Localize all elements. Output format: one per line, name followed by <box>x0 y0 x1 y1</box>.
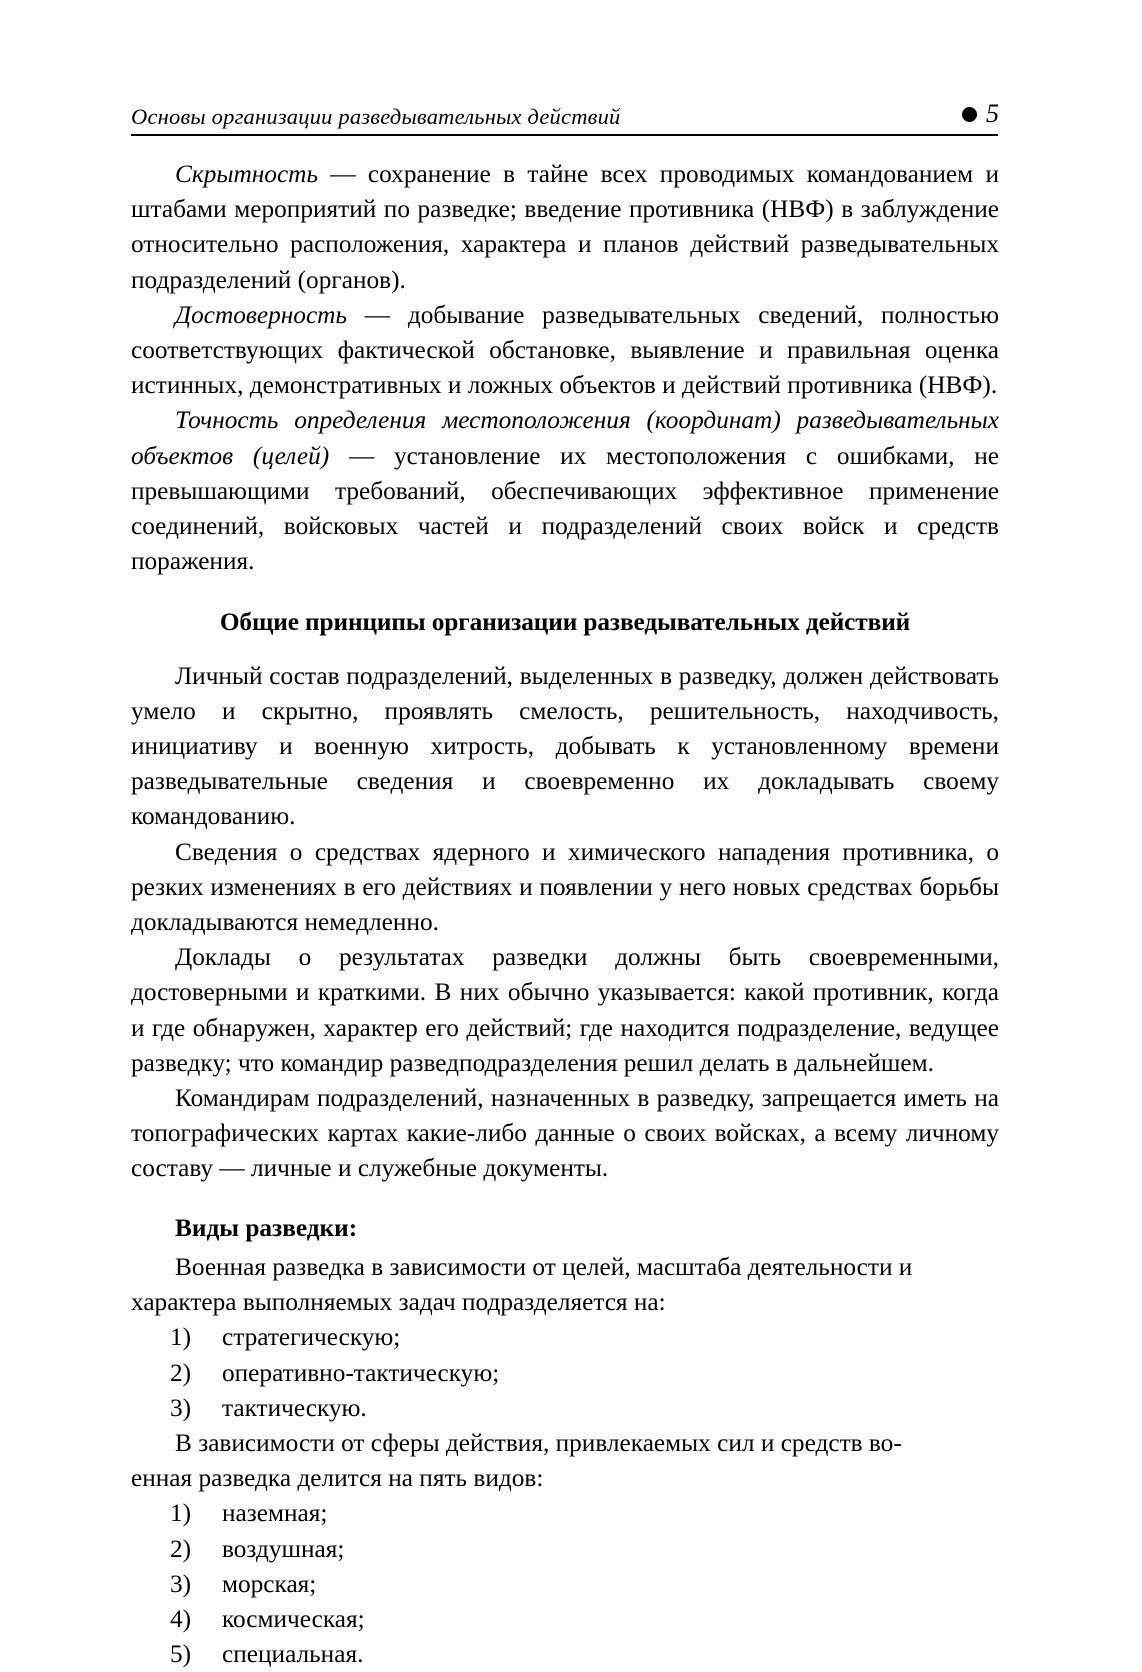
list-item-label: воздушная; <box>222 1534 345 1563</box>
list-item <box>131 1391 999 1426</box>
list-item-number: 4) <box>170 1604 192 1633</box>
subheading-types-of-reconnaissance: Виды разведки: <box>175 1213 358 1242</box>
list-scale-types <box>131 1320 999 1426</box>
list-item-number: 5) <box>170 1640 192 1669</box>
paragraph-commanders: Командирам подразделений, назначенных в разведку, запрещается иметь на топографических картах какие-либо данные о своих войсках, а всему личному составу — личные и служебные документы. <box>131 1084 999 1183</box>
list-item <box>131 1356 999 1391</box>
definition-skrytnost: — сохранение в тайне всех проводимых командованием и штабами мероприятий по разведке; введение противника (НВФ) в заблуждение относительно расположения, характера и планов действий разведывательных подразделений (органов). <box>131 160 999 294</box>
paragraph-dostovernost <box>131 298 999 404</box>
paragraph-tochnost <box>131 403 999 579</box>
list-item <box>131 1567 999 1602</box>
term-skrytnost: Скрытность <box>175 160 318 188</box>
running-head-title: Основы организации разведывательных действий <box>131 103 621 129</box>
list-item-number: 3) <box>170 1569 192 1598</box>
sphere-intro-line-1: В зависимости от сферы действия, привлекаемых сил и средств во- <box>175 1428 902 1457</box>
folio <box>962 101 999 128</box>
list-item-label: морская; <box>222 1569 317 1598</box>
list-item-label: наземная; <box>222 1499 328 1528</box>
body-text <box>131 157 999 1672</box>
list-item-label: стратегическую; <box>222 1323 401 1352</box>
term-tochnost: Точность определения местоположения (координат) разведывательных объектов (целей) <box>131 406 999 470</box>
paragraph-reports: Доклады о результатах разведки должны быть своевременными, достоверными и краткими. В них обычно указывается: какой противник, когда и где обнаружен, характер его действий; где находится подразделение, ведущее разведку; что командир разведподразделения решил делать в дальнейшем. <box>131 943 999 1077</box>
types-intro-line-2: характера выполняемых задач подразделяется на: <box>131 1288 666 1317</box>
list-item <box>131 1637 999 1672</box>
list-item-number: 2) <box>170 1534 192 1563</box>
section-heading-general-principles: Общие принципы организации разведывательных действий <box>219 608 911 637</box>
list-item-label: специальная. <box>222 1640 364 1669</box>
list-item-label: тактическую. <box>222 1393 367 1422</box>
list-sphere-types <box>131 1496 999 1672</box>
term-dostovernost: Достоверность <box>175 300 347 329</box>
sphere-intro-line-2: енная разведка делится на пять видов: <box>131 1464 544 1493</box>
header-rule <box>131 134 998 136</box>
list-item <box>131 1320 999 1355</box>
list-item <box>131 1602 999 1637</box>
list-item <box>131 1496 999 1531</box>
page-number: 5 <box>986 99 999 128</box>
list-item-number: 2) <box>170 1358 192 1387</box>
list-item-label: космическая; <box>222 1604 365 1633</box>
list-item-label: оперативно-тактическую; <box>222 1358 500 1387</box>
paragraph-personnel: Личный состав подразделений, выделенных в разведку, должен действовать умело и скрытно, проявлять смелость, решительность, находчивость, инициативу и военную хитрость, добывать к установленному времени разведывательные сведения и своевременно их докладывать своему командованию. <box>131 661 999 831</box>
page-content-column <box>131 0 999 1672</box>
paragraph-nuclear-chemical: Сведения о средствах ядерного и химического нападения противника, о резких изменениях в его действиях и появлении у него новых средствах борьбы докладываются немедленно. <box>131 837 999 937</box>
paragraph-skrytnost <box>131 157 999 298</box>
list-item-number: 3) <box>170 1393 192 1422</box>
definition-dostovernost: — добывание разведывательных сведений, полностью соответствующих фактической обстановке, выявление и правильная оценка истинных, демонстративных и ложных объектов и действий противника (НВФ). <box>131 300 999 400</box>
running-head <box>131 80 999 128</box>
list-item <box>131 1532 999 1567</box>
list-item-number: 1) <box>170 1323 192 1352</box>
list-item-number: 1) <box>170 1499 192 1528</box>
types-intro-line-1: Военная разведка в зависимости от целей, масштаба деятельности и <box>175 1252 913 1281</box>
definition-tochnost: — установление их местоположения с ошибками, не превышающими требований, обеспечивающих эффективное применение соединений, войсковых частей и подразделений своих войск и средств поражения. <box>131 441 999 576</box>
filled-circle-bullet-icon <box>962 107 977 122</box>
